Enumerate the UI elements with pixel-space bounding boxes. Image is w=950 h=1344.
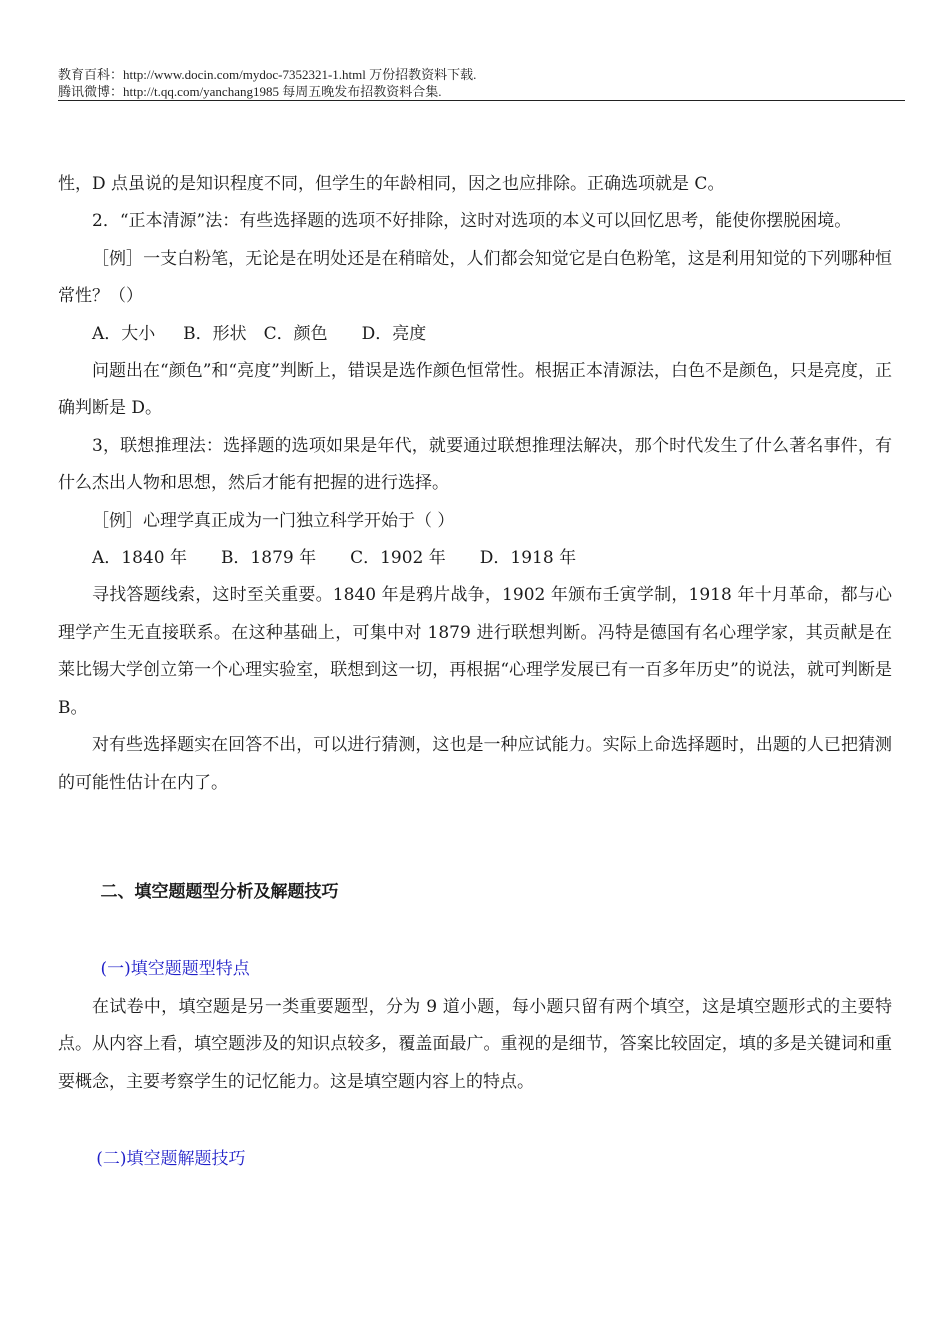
paragraph-explanation-1: 问题出在“颜色”和“亮度”判断上，错误是选作颜色恒常性。根据正本清源法，白色不是颜色，只是亮度，正确判断是 D。	[58, 361, 892, 419]
subsection-title-features: (一)填空题题型特点	[100, 959, 250, 980]
spacer	[58, 802, 892, 874]
header-line-1: 教育百科：http://www.docin.com/mydoc-7352321-1.html 万份招教资料下载.	[58, 67, 477, 82]
paragraph-options-1: A．大小 B．形状 C．颜色 D．亮度	[92, 323, 427, 344]
header-divider	[58, 100, 905, 101]
paragraph-fill-blank-features: 在试卷中，填空题是另一类重要题型，分为 9 道小题，每小题只留有两个填空，这是填空题形式的主要特点。从内容上看，填空题涉及的知识点较多，覆盖面最广。重视的是细节，答案比较固定，填的多是关键词和重要概念，主要考察学生的记忆能力。这是填空题内容上的特点。	[58, 996, 892, 1092]
spacer	[58, 1101, 892, 1141]
paragraph-method-2: 2．“正本清源”法：有些选择题的选项不好排除，这时对选项的本义可以回忆思考，能使你摆脱困境。	[92, 211, 852, 232]
section-title-fill-blank: 二、填空题题型分析及解题技巧	[100, 881, 339, 902]
paragraph-continuation: 性，D 点虽说的是知识程度不同，但学生的年龄相同，因之也应排除。正确选项就是 C。	[58, 174, 725, 194]
page-header	[58, 66, 905, 100]
paragraph-example-1: ［例］一支白粉笔，无论是在明处还是在稍暗处，人们都会知觉它是白色粉笔，这是利用知觉的下列哪种恒常性？（）	[58, 248, 892, 307]
paragraph-options-2: A．1840 年 B．1879 年 C．1902 年 D．1918 年	[92, 548, 577, 569]
document-body	[58, 166, 892, 1178]
subsection-title-techniques: (二)填空题解题技巧	[96, 1148, 246, 1169]
paragraph-example-2: ［例］心理学真正成为一门独立科学开始于（ ）	[92, 510, 455, 531]
paragraph-explanation-2: 寻找答题线索，这时至关重要。1840 年是鸦片战争，1902 年颁布壬寅学制，1918 年十月革命，都与心理学产生无直接联系。在这种基础上，可集中对 1879 进行联想判断。冯特是德国有名心理学家，其贡献是在莱比锡大学创立第一个心理实验室，联想到这一切，再根据“心理学发展已有一百多年历史”的说法，就可判断是 B。	[58, 585, 892, 718]
paragraph-method-3: 3，联想推理法：选择题的选项如果是年代，就要通过联想推理法解决，那个时代发生了什么著名事件，有什么杰出人物和思想，然后才能有把握的进行选择。	[58, 435, 892, 494]
spacer	[58, 911, 892, 951]
header-line-2: 腾讯微博：http://t.qq.com/yanchang1985 每周五晚发布招教资料合集.	[58, 84, 442, 99]
paragraph-guessing: 对有些选择题实在回答不出，可以进行猜测，这也是一种应试能力。实际上命选择题时，出题的人已把猜测的可能性估计在内了。	[58, 735, 892, 793]
